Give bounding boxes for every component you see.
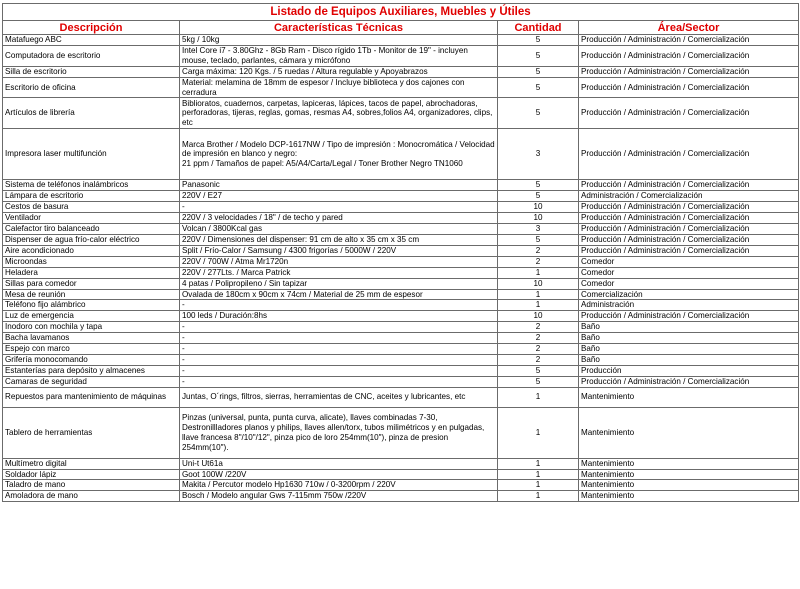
table-row: [3, 365, 799, 376]
cell-caracteristicas: -: [180, 202, 498, 213]
cell-area: Producción / Administración / Comercialización: [579, 180, 799, 191]
cell-caracteristicas: 220V / 277Lts. / Marca Patrick: [180, 267, 498, 278]
cell-caracteristicas: Biblioratos, cuadernos, carpetas, lapiceras, lápices, tacos de papel, abrochadoras, perforadoras, tijeras, reglas, gomas, resmas A4, sobres,folios A4, organizadores, clips, etc: [180, 98, 498, 129]
cell-descripcion: Tablero de herramientas: [3, 407, 180, 458]
cell-descripcion: Inodoro con mochila y tapa: [3, 322, 180, 333]
cell-cantidad: 5: [498, 191, 579, 202]
equipment-table: [2, 3, 799, 502]
cell-cantidad: 2: [498, 322, 579, 333]
cell-area: Producción / Administración / Comercialización: [579, 66, 799, 77]
table-row: [3, 300, 799, 311]
cell-area: Producción / Administración / Comercialización: [579, 35, 799, 46]
cell-caracteristicas: -: [180, 333, 498, 344]
cell-cantidad: 1: [498, 289, 579, 300]
table-row: [3, 35, 799, 46]
cell-area: Producción: [579, 365, 799, 376]
cell-cantidad: 2: [498, 245, 579, 256]
table-row: [3, 202, 799, 213]
cell-cantidad: 2: [498, 354, 579, 365]
cell-area: Mantenimiento: [579, 387, 799, 407]
cell-cantidad: 5: [498, 98, 579, 129]
table-row: [3, 213, 799, 224]
cell-descripcion: Silla de escritorio: [3, 66, 180, 77]
cell-area: Baño: [579, 333, 799, 344]
cell-cantidad: 5: [498, 45, 579, 66]
cell-descripcion: Computadora de escritorio: [3, 45, 180, 66]
cell-caracteristicas: Juntas, O´rings, filtros, sierras, herramientas de CNC, aceites y lubricantes, etc: [180, 387, 498, 407]
cell-caracteristicas: Uni-t Ut61a: [180, 458, 498, 469]
cell-cantidad: 5: [498, 35, 579, 46]
table-row: [3, 491, 799, 502]
cell-area: Administración / Comercialización: [579, 191, 799, 202]
cell-cantidad: 3: [498, 224, 579, 235]
cell-area: Baño: [579, 344, 799, 355]
cell-descripcion: Camaras de seguridad: [3, 376, 180, 387]
cell-area: Producción / Administración / Comercialización: [579, 245, 799, 256]
cell-cantidad: 10: [498, 213, 579, 224]
cell-descripcion: Amoladora de mano: [3, 491, 180, 502]
cell-caracteristicas: Bosch / Modelo angular Gws 7-115mm 750w /220V: [180, 491, 498, 502]
cell-cantidad: 5: [498, 365, 579, 376]
cell-descripcion: Espejo con marco: [3, 344, 180, 355]
cell-cantidad: 1: [498, 480, 579, 491]
cell-descripcion: Dispenser de agua frío-calor eléctrico: [3, 234, 180, 245]
cell-caracteristicas: 100 leds / Duración:8hs: [180, 311, 498, 322]
spec-line: Marca Brother / Modelo DCP-1617NW / Tipo de impresión : Monocromática / Velocidad de impresión en blanco y negro:: [182, 139, 495, 159]
header-area: Área/Sector: [579, 21, 799, 35]
cell-area: Comercialización: [579, 289, 799, 300]
cell-descripcion: Aire acondicionado: [3, 245, 180, 256]
spec-line: 21 ppm / Tamaños de papel: A5/A4/Carta/Legal / Toner Brother Negro TN1060: [182, 159, 463, 169]
cell-area: Mantenimiento: [579, 458, 799, 469]
cell-area: Mantenimiento: [579, 491, 799, 502]
table-row: [3, 129, 799, 180]
cell-descripcion: Multímetro digital: [3, 458, 180, 469]
cell-descripcion: Grifería monocomando: [3, 354, 180, 365]
cell-caracteristicas: Carga máxima: 120 Kgs. / 5 ruedas / Altura regulable y Apoyabrazos: [180, 66, 498, 77]
cell-area: Producción / Administración / Comercialización: [579, 202, 799, 213]
cell-caracteristicas: Volcan / 3800Kcal gas: [180, 224, 498, 235]
cell-cantidad: 1: [498, 458, 579, 469]
cell-descripcion: Mesa de reunión: [3, 289, 180, 300]
cell-descripcion: Matafuego ABC: [3, 35, 180, 46]
cell-descripcion: Ventilador: [3, 213, 180, 224]
table-title: Listado de Equipos Auxiliares, Muebles y Útiles: [3, 4, 799, 21]
table-row: [3, 311, 799, 322]
cell-cantidad: 1: [498, 267, 579, 278]
cell-area: Producción / Administración / Comercialización: [579, 129, 799, 180]
cell-caracteristicas: -: [180, 322, 498, 333]
table-row: [3, 333, 799, 344]
cell-descripcion: Calefactor tiro balanceado: [3, 224, 180, 235]
table-row: [3, 77, 799, 98]
table-body: [3, 35, 799, 502]
cell-descripcion: Artículos de librería: [3, 98, 180, 129]
cell-cantidad: 5: [498, 77, 579, 98]
table-row: [3, 45, 799, 66]
cell-area: Mantenimiento: [579, 407, 799, 458]
table-row: [3, 224, 799, 235]
cell-caracteristicas: 4 patas / Polipropileno / Sin tapizar: [180, 278, 498, 289]
cell-area: Producción / Administración / Comercialización: [579, 45, 799, 66]
table-row: [3, 469, 799, 480]
cell-cantidad: 3: [498, 129, 579, 180]
table-row: [3, 387, 799, 407]
cell-descripcion: Escritorio de oficina: [3, 77, 180, 98]
cell-area: Producción / Administración / Comercialización: [579, 77, 799, 98]
cell-descripcion: Cestos de basura: [3, 202, 180, 213]
table-row: [3, 191, 799, 202]
cell-caracteristicas: 220V / 700W / Atma Mr1720n: [180, 256, 498, 267]
cell-descripcion: Luz de emergencia: [3, 311, 180, 322]
cell-cantidad: 1: [498, 407, 579, 458]
cell-cantidad: 2: [498, 333, 579, 344]
table-row: [3, 278, 799, 289]
table-row: [3, 354, 799, 365]
cell-caracteristicas: 220V / 3 velocidades / 18" / de techo y pared: [180, 213, 498, 224]
cell-area: Producción / Administración / Comercialización: [579, 376, 799, 387]
cell-descripcion: Impresora laser multifunción: [3, 129, 180, 180]
cell-cantidad: 2: [498, 344, 579, 355]
table-row: [3, 376, 799, 387]
cell-caracteristicas: Goot 100W /220V: [180, 469, 498, 480]
cell-cantidad: 1: [498, 469, 579, 480]
cell-descripcion: Sistema de teléfonos inalámbricos: [3, 180, 180, 191]
header-caracteristicas: Características Técnicas: [180, 21, 498, 35]
header-row: [3, 21, 799, 35]
header-cantidad: Cantidad: [498, 21, 579, 35]
cell-descripcion: Taladro de mano: [3, 480, 180, 491]
cell-cantidad: 5: [498, 180, 579, 191]
cell-descripcion: Repuestos para mantenimiento de máquinas: [3, 387, 180, 407]
table-row: [3, 267, 799, 278]
table-row: [3, 180, 799, 191]
cell-area: Producción / Administración / Comercialización: [579, 98, 799, 129]
table-row: [3, 98, 799, 129]
table-row: [3, 322, 799, 333]
cell-area: Mantenimiento: [579, 480, 799, 491]
cell-area: Comedor: [579, 267, 799, 278]
cell-area: Mantenimiento: [579, 469, 799, 480]
cell-descripcion: Estanterías para depósito y almacenes: [3, 365, 180, 376]
cell-cantidad: 5: [498, 234, 579, 245]
cell-area: Producción / Administración / Comercialización: [579, 311, 799, 322]
cell-cantidad: 1: [498, 387, 579, 407]
cell-caracteristicas: Split / Frío-Calor / Samsung / 4300 frigorías / 5000W / 220V: [180, 245, 498, 256]
cell-caracteristicas: -: [180, 365, 498, 376]
cell-cantidad: 5: [498, 66, 579, 77]
cell-cantidad: 10: [498, 278, 579, 289]
cell-caracteristicas: -: [180, 376, 498, 387]
table-row: [3, 344, 799, 355]
cell-descripcion: Heladera: [3, 267, 180, 278]
table-row: [3, 234, 799, 245]
cell-caracteristicas: Makita / Percutor modelo Hp1630 710w / 0-3200rpm / 220V: [180, 480, 498, 491]
cell-cantidad: 10: [498, 202, 579, 213]
title-row: [3, 4, 799, 21]
cell-cantidad: 2: [498, 256, 579, 267]
cell-caracteristicas: 5kg / 10kg: [180, 35, 498, 46]
cell-caracteristicas: Panasonic: [180, 180, 498, 191]
table-row: [3, 245, 799, 256]
cell-area: Administración: [579, 300, 799, 311]
cell-caracteristicas: Material: melamina de 18mm de espesor / Incluye biblioteca y dos cajones con cerradura: [180, 77, 498, 98]
cell-caracteristicas: Ovalada de 180cm x 90cm x 74cm / Material de 25 mm de espesor: [180, 289, 498, 300]
cell-cantidad: 1: [498, 491, 579, 502]
cell-descripcion: Soldador lápiz: [3, 469, 180, 480]
cell-descripcion: Microondas: [3, 256, 180, 267]
table-row: [3, 66, 799, 77]
cell-area: Comedor: [579, 256, 799, 267]
cell-descripcion: Teléfono fijo alámbrico: [3, 300, 180, 311]
cell-area: Baño: [579, 322, 799, 333]
cell-caracteristicas: -: [180, 300, 498, 311]
cell-area: Producción / Administración / Comercialización: [579, 234, 799, 245]
header-descripcion: Descripción: [3, 21, 180, 35]
cell-cantidad: 10: [498, 311, 579, 322]
cell-caracteristicas: Intel Core i7 - 3.80Ghz - 8Gb Ram - Disco rígido 1Tb - Monitor de 19" - incluyen mouse, teclado, parlantes, cámara y micrófono: [180, 45, 498, 66]
cell-caracteristicas: 220V / Dimensiones del dispenser: 91 cm de alto x 35 cm x 35 cm: [180, 234, 498, 245]
cell-area: Comedor: [579, 278, 799, 289]
cell-caracteristicas: -: [180, 354, 498, 365]
cell-area: Baño: [579, 354, 799, 365]
cell-descripcion: Lámpara de escritorio: [3, 191, 180, 202]
table-row: [3, 407, 799, 458]
cell-caracteristicas: -: [180, 344, 498, 355]
cell-cantidad: 5: [498, 376, 579, 387]
cell-caracteristicas: Pinzas (universal, punta, punta curva, alicate), llaves combinadas 7-30, Destronillladores planos y philips, llaves allen/torx, tubos milimétricos y en pulgadas, llave francesa 8"/10"/12", pinza pico de loro 254mm(10"), pinza de presion 254mm(10").: [180, 407, 498, 458]
cell-caracteristicas: 220V / E27: [180, 191, 498, 202]
cell-descripcion: Bacha lavamanos: [3, 333, 180, 344]
table-row: [3, 289, 799, 300]
table-row: [3, 256, 799, 267]
cell-cantidad: 1: [498, 300, 579, 311]
table-row: [3, 458, 799, 469]
cell-caracteristicas: [180, 129, 498, 180]
cell-descripcion: Sillas para comedor: [3, 278, 180, 289]
cell-area: Producción / Administración / Comercialización: [579, 224, 799, 235]
table-row: [3, 480, 799, 491]
cell-area: Producción / Administración / Comercialización: [579, 213, 799, 224]
